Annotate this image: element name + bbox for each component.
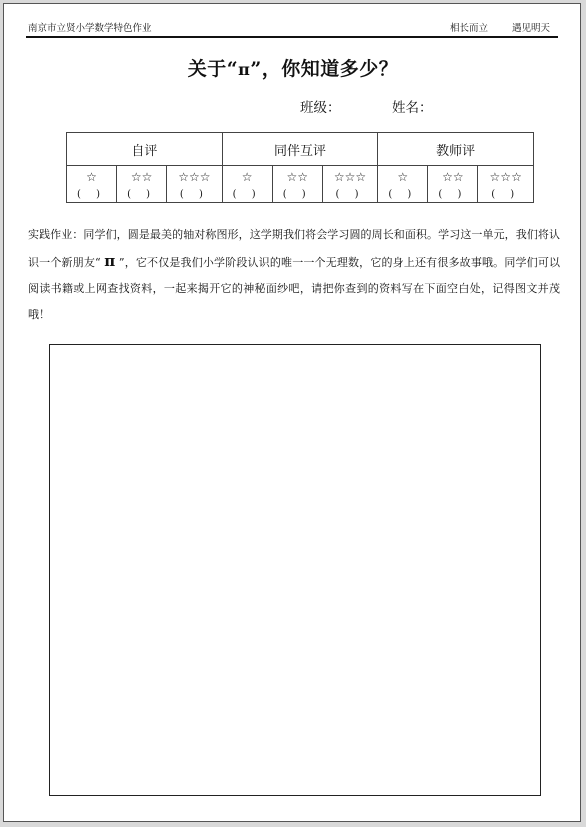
- class-field-label: 班级：: [300, 100, 341, 116]
- teacher-rating-2-star: ☆☆: [428, 166, 478, 187]
- group-self-eval: 自评: [67, 133, 223, 166]
- evaluation-table: [66, 132, 534, 203]
- rating-blank[interactable]: ( ): [478, 186, 534, 203]
- evaluation-group-row: [67, 133, 534, 166]
- rating-blank[interactable]: ( ): [322, 186, 378, 203]
- title-prefix: 关于“: [187, 58, 239, 80]
- answer-writing-area[interactable]: [49, 344, 541, 796]
- peer-rating-3-star: ☆☆☆: [322, 166, 378, 187]
- peer-rating-1-star: ☆: [222, 166, 272, 187]
- rating-blank[interactable]: ( ): [167, 186, 223, 203]
- group-teacher-eval: 教师评: [378, 133, 534, 166]
- teacher-rating-1-star: ☆: [378, 166, 428, 187]
- self-rating-2-star: ☆☆: [117, 166, 167, 187]
- rating-blank[interactable]: ( ): [117, 186, 167, 203]
- name-field-label: 姓名：: [392, 100, 433, 116]
- header-motto-2: 遇见明天: [511, 23, 550, 34]
- self-rating-3-star: ☆☆☆: [167, 166, 223, 187]
- assignment-instructions: [28, 222, 560, 328]
- assignment-text-part1: 实践作业：同学们，圆是最美的轴对称图形，这学期我们将会学习圆的周长和面积。学习这一单元，我们将认识一个新朋友“: [28, 228, 560, 269]
- title-suffix: ”，你知道多少？: [250, 58, 399, 80]
- rating-blank[interactable]: ( ): [428, 186, 478, 203]
- rating-blank-row: [67, 186, 534, 203]
- teacher-rating-3-star: ☆☆☆: [478, 166, 534, 187]
- header-motto-1: 相长而立: [449, 23, 488, 34]
- rating-blank[interactable]: ( ): [222, 186, 272, 203]
- rating-blank[interactable]: ( ): [272, 186, 322, 203]
- rating-star-row: [67, 166, 534, 187]
- rating-blank[interactable]: ( ): [378, 186, 428, 203]
- school-name: 南京市立贤小学数学特色作业: [28, 23, 152, 34]
- worksheet-page: [3, 3, 581, 822]
- page-title: [4, 54, 582, 81]
- group-peer-eval: 同伴互评: [222, 133, 378, 166]
- rating-blank[interactable]: ( ): [67, 186, 117, 203]
- title-pi-symbol: π: [238, 60, 251, 79]
- page-header: [26, 18, 558, 38]
- self-rating-1-star: ☆: [67, 166, 117, 187]
- peer-rating-2-star: ☆☆: [272, 166, 322, 187]
- assignment-text-part2: ”，它不仅是我们小学阶段认识的唯一一个无理数，它的身上还有很多故事哦。同学们可以阅读书籍或上网查找资料，一起来揭开它的神秘面纱吧，请把你查到的资料写在下面空白处，记得图文并茂哦！: [28, 256, 560, 321]
- assignment-pi-symbol: π: [104, 252, 116, 270]
